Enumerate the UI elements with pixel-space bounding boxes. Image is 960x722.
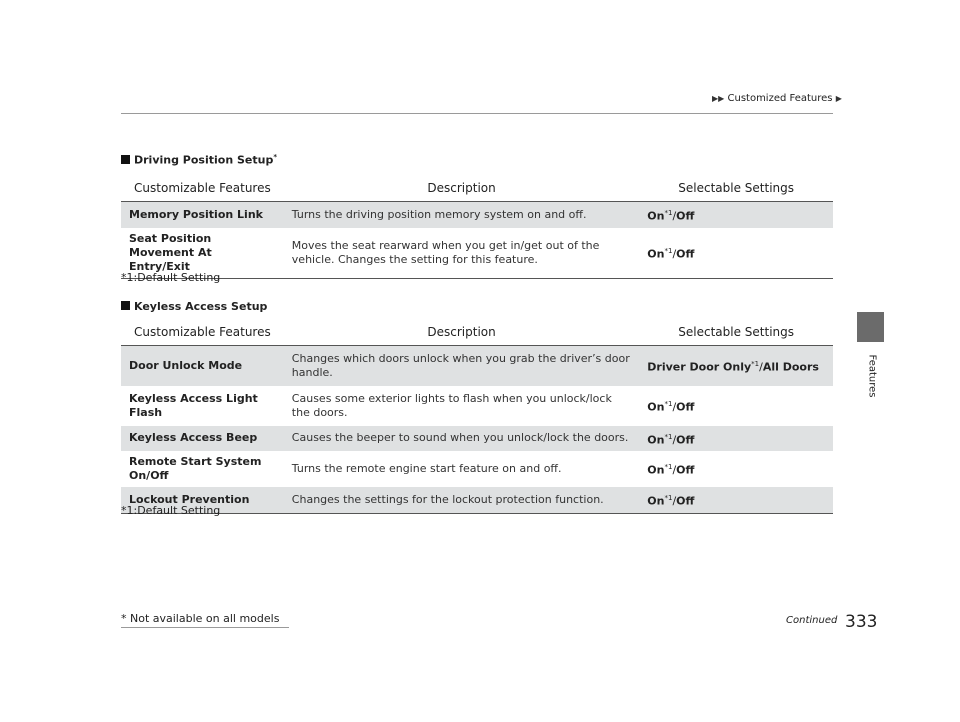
column-header: Customizable Features	[121, 175, 284, 202]
feature-name: Keyless Access Beep	[121, 426, 284, 452]
selectable-settings: On$^{*1}$/Off	[647, 399, 695, 414]
breadcrumb	[712, 93, 842, 104]
default-setting-note: *1:Default Setting	[121, 271, 221, 284]
column-header: Customizable Features	[121, 319, 284, 346]
keyless-access-table	[121, 319, 833, 514]
selectable-settings: On$^{*1}$/Off	[639, 202, 833, 228]
section-title-keyless-access: Keyless Access Setup	[121, 300, 267, 313]
table-row	[121, 451, 833, 487]
column-header: Description	[284, 319, 640, 346]
selectable-settings: On$^{*1}$/Off	[647, 463, 695, 477]
table-row	[121, 386, 833, 426]
selectable-settings: Driver Door Only$^{*1}$/All Doors	[639, 346, 833, 386]
column-header: Description	[284, 175, 640, 202]
table-row	[121, 346, 833, 386]
selectable-settings: On$^{*1}$/Off	[639, 487, 833, 513]
feature-name: Lockout Prevention	[121, 487, 284, 513]
table-row	[121, 228, 833, 279]
feature-name: Memory Position Link	[121, 202, 284, 228]
selectable-settings: On$^{*1}$/Off	[639, 228, 833, 279]
feature-description: Changes the settings for the lockout protection function.	[284, 487, 640, 513]
feature-description: Moves the seat rearward when you get in/get out of the vehicle. Changes the setting for this feature.	[284, 228, 640, 279]
column-header: Selectable Settings	[639, 319, 833, 346]
page-number: 333	[845, 612, 878, 632]
feature-name: Seat Position Movement At Entry/Exit	[121, 228, 284, 279]
feature-description: Causes some exterior lights to flash when you unlock/lock the doors.	[291, 391, 612, 419]
triangle-right-icon: ▶▶	[712, 94, 725, 103]
square-bullet-icon	[121, 301, 130, 310]
feature-name: Door Unlock Mode	[121, 346, 284, 386]
breadcrumb-label: Customized Features	[727, 93, 833, 104]
header-rule	[121, 113, 833, 114]
default-setting-note: *1:Default Setting	[121, 504, 221, 517]
continued-label: Continued	[786, 615, 838, 626]
section-title-driving-position: Driving Position Setup*	[121, 153, 277, 167]
selectable-settings: On$^{*1}$/Off	[639, 426, 833, 452]
table-row	[121, 426, 833, 452]
feature-description: Causes the beeper to sound when you unlock/lock the doors.	[284, 426, 640, 452]
square-bullet-icon	[121, 155, 130, 164]
table-row	[121, 202, 833, 228]
side-section-label: Features	[866, 354, 878, 398]
column-header: Selectable Settings	[639, 175, 833, 202]
feature-name: Remote Start System On/Off	[129, 455, 262, 483]
driving-position-table	[121, 175, 833, 279]
section-tab-marker	[857, 312, 884, 342]
feature-description: Turns the driving position memory system on and off.	[284, 202, 640, 228]
triangle-right-icon: ▶	[835, 94, 842, 103]
table-row	[121, 487, 833, 513]
feature-name: Keyless Access Light Flash	[129, 391, 258, 419]
feature-description: Turns the remote engine start feature on and off.	[291, 462, 562, 476]
feature-description: Changes which doors unlock when you grab the driver’s door handle.	[284, 346, 640, 386]
footnote: * Not available on all models	[121, 612, 289, 628]
